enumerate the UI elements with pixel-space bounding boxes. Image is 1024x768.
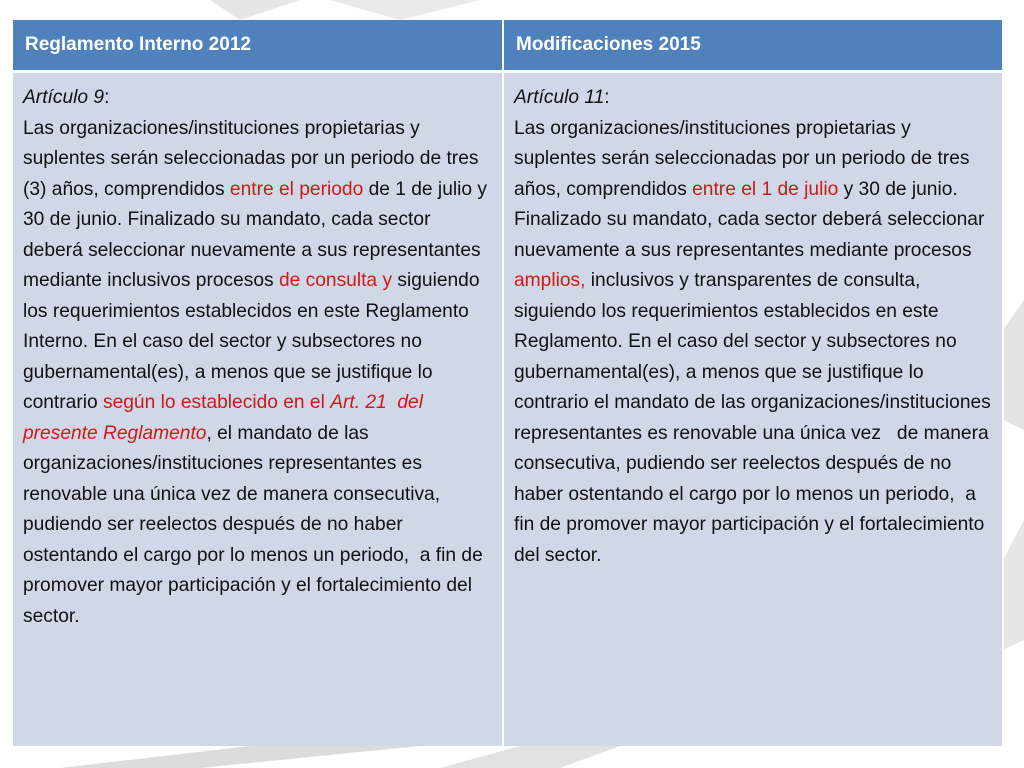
text-segment: siguiendo los requerimientos establecidos en este Reglamento Interno. En el caso del sector y subsectores no gubernamental(es), a menos que se justifique lo contrario	[23, 270, 485, 413]
text-segment: , el mandato de las organizaciones/instituciones representantes es renovable una única vez de manera consecutiva, pudiendo ser reelectos después de no haber ostentando el cargo por lo menos un periodo, a fin de promover mayor participación y el fortalecimiento del sector.	[23, 422, 489, 627]
article-title: Artículo 11	[514, 87, 605, 108]
text-segment: y 30 de junio. Finalizado su mandato, cada sector deberá seleccionar nuevamente a sus representantes mediante procesos	[514, 178, 990, 261]
text-segment: Las organizaciones/instituciones propietarias y suplentes serán seleccionadas por un periodo de tres años, comprendidos	[514, 117, 981, 200]
article-suffix: :	[104, 87, 110, 108]
article-heading	[23, 83, 494, 114]
article-body	[514, 114, 997, 572]
article-body	[23, 114, 494, 633]
article-suffix: :	[604, 87, 610, 108]
highlighted-text-segment: según lo establecido en el	[102, 392, 331, 413]
article-title: Artículo 9	[23, 87, 105, 108]
text-segment: Las organizaciones/instituciones propietarias y suplentes serán seleccionadas por un periodo de tres (3) años, comprendidos	[23, 117, 484, 200]
highlighted-text-segment: entre el periodo	[229, 178, 364, 200]
highlighted-text-segment: entre el 1 de julio	[692, 178, 839, 200]
cell-articulo-11	[504, 73, 1004, 746]
cell-articulo-9	[13, 73, 504, 746]
header-modificaciones-2015: Modificaciones 2015	[504, 20, 1004, 73]
comparison-table	[12, 20, 1004, 746]
text-segment: inclusivos y transparentes de consulta, siguiendo los requerimientos establecidos en este Reglamento. En el caso del sector y subsectores no gubernamental(es), a menos que se justifique lo contrario el mandato de las organizaciones/instituciones representantes es renovable una única vez de manera consecutiva, pudiendo ser reelectos después de no haber ostentando el cargo por lo menos un periodo, a fin de promover mayor participación y el fortalecimiento del sector.	[514, 270, 997, 566]
highlighted-text-segment: amplios,	[514, 270, 586, 291]
header-reglamento-2012: Reglamento Interno 2012	[13, 20, 504, 73]
article-heading	[514, 83, 994, 114]
highlighted-text-segment: de consulta y	[278, 270, 393, 291]
text-segment: de 1 de julio y 30 de junio. Finalizado su mandato, cada sector deberá seleccionar nuevamente a sus representantes mediante inclusivos procesos	[23, 178, 493, 291]
highlighted-text-segment: Art. 21 del presente Reglamento	[23, 392, 429, 444]
